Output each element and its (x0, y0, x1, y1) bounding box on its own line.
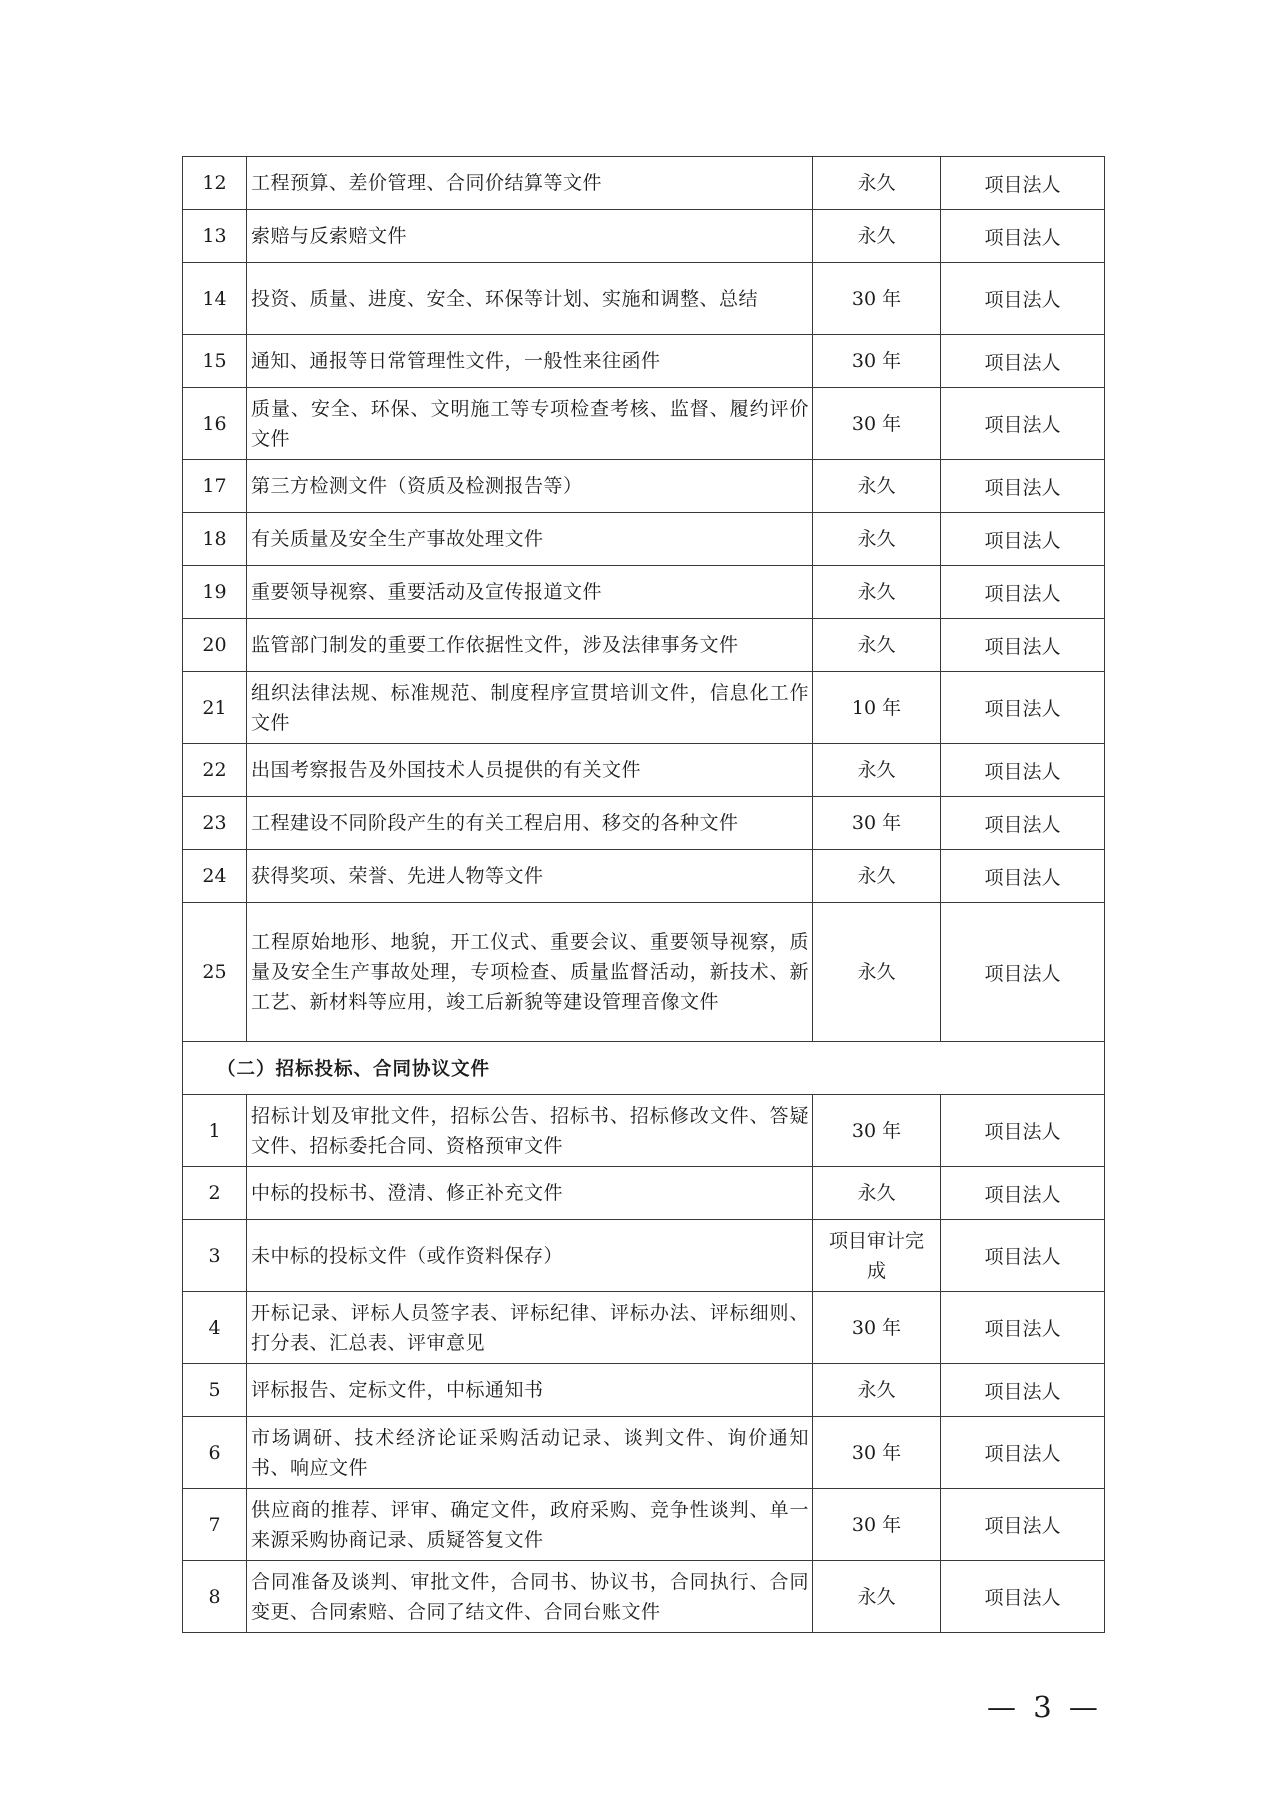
row-content: 供应商的推荐、评审、确定文件，政府采购、竞争性谈判、单一来源采购协商记录、质疑答复文件 (247, 1489, 813, 1561)
retention-period: 30 年 (813, 797, 941, 850)
table-row (183, 157, 1105, 210)
retention-period: 永久 (813, 1364, 941, 1417)
row-content: 合同准备及谈判、审批文件，合同书、协议书，合同执行、合同变更、合同索赔、合同了结文件、合同台账文件 (247, 1561, 813, 1633)
responsible-party: 项目法人 (941, 744, 1105, 797)
retention-period: 永久 (813, 903, 941, 1042)
responsible-party: 项目法人 (941, 1364, 1105, 1417)
row-number: 5 (183, 1364, 247, 1417)
row-number: 24 (183, 850, 247, 903)
section-title: （二）招标投标、合同协议文件 (183, 1042, 1105, 1095)
row-content: 质量、安全、环保、文明施工等专项检查考核、监督、履约评价文件 (247, 388, 813, 460)
retention-period: 永久 (813, 850, 941, 903)
table-row (183, 1095, 1105, 1167)
row-number: 18 (183, 513, 247, 566)
row-content: 监管部门制发的重要工作依据性文件，涉及法律事务文件 (247, 619, 813, 672)
row-content: 索赔与反索赔文件 (247, 210, 813, 263)
row-content: 招标计划及审批文件，招标公告、招标书、招标修改文件、答疑文件、招标委托合同、资格预审文件 (247, 1095, 813, 1167)
retention-period: 项目审计完成 (813, 1220, 941, 1292)
archive-retention-table (182, 156, 1105, 1633)
retention-period: 永久 (813, 157, 941, 210)
retention-period: 永久 (813, 513, 941, 566)
row-number: 23 (183, 797, 247, 850)
table-row (183, 513, 1105, 566)
responsible-party: 项目法人 (941, 157, 1105, 210)
retention-period: 30 年 (813, 1489, 941, 1561)
retention-period: 永久 (813, 619, 941, 672)
row-number: 7 (183, 1489, 247, 1561)
responsible-party: 项目法人 (941, 263, 1105, 335)
row-content: 未中标的投标文件（或作资料保存） (247, 1220, 813, 1292)
row-number: 4 (183, 1292, 247, 1364)
responsible-party: 项目法人 (941, 388, 1105, 460)
row-number: 17 (183, 460, 247, 513)
section-header-row (183, 1042, 1105, 1095)
table-row (183, 566, 1105, 619)
table-row (183, 1220, 1105, 1292)
row-content: 中标的投标书、澄清、修正补充文件 (247, 1167, 813, 1220)
row-content: 重要领导视察、重要活动及宣传报道文件 (247, 566, 813, 619)
responsible-party: 项目法人 (941, 672, 1105, 744)
responsible-party: 项目法人 (941, 1095, 1105, 1167)
table-row (183, 744, 1105, 797)
table-row (183, 1364, 1105, 1417)
row-number: 2 (183, 1167, 247, 1220)
responsible-party: 项目法人 (941, 1167, 1105, 1220)
table-row (183, 1167, 1105, 1220)
row-number: 12 (183, 157, 247, 210)
table-row (183, 1292, 1105, 1364)
responsible-party: 项目法人 (941, 1561, 1105, 1633)
row-content: 组织法律法规、标准规范、制度程序宣贯培训文件，信息化工作文件 (247, 672, 813, 744)
table-row (183, 388, 1105, 460)
retention-period: 30 年 (813, 1292, 941, 1364)
row-number: 1 (183, 1095, 247, 1167)
responsible-party: 项目法人 (941, 210, 1105, 263)
retention-period: 10 年 (813, 672, 941, 744)
table-row (183, 619, 1105, 672)
row-number: 14 (183, 263, 247, 335)
row-number: 15 (183, 335, 247, 388)
retention-period: 30 年 (813, 263, 941, 335)
responsible-party: 项目法人 (941, 903, 1105, 1042)
retention-period: 30 年 (813, 1417, 941, 1489)
table-row (183, 797, 1105, 850)
retention-period: 永久 (813, 1167, 941, 1220)
row-content: 通知、通报等日常管理性文件，一般性来往函件 (247, 335, 813, 388)
row-content: 第三方检测文件（资质及检测报告等） (247, 460, 813, 513)
table-row (183, 672, 1105, 744)
row-number: 21 (183, 672, 247, 744)
row-content: 获得奖项、荣誉、先进人物等文件 (247, 850, 813, 903)
responsible-party: 项目法人 (941, 619, 1105, 672)
responsible-party: 项目法人 (941, 335, 1105, 388)
row-number: 8 (183, 1561, 247, 1633)
responsible-party: 项目法人 (941, 460, 1105, 513)
row-content: 市场调研、技术经济论证采购活动记录、谈判文件、询价通知书、响应文件 (247, 1417, 813, 1489)
row-number: 3 (183, 1220, 247, 1292)
row-content: 评标报告、定标文件，中标通知书 (247, 1364, 813, 1417)
retention-period: 永久 (813, 744, 941, 797)
responsible-party: 项目法人 (941, 566, 1105, 619)
row-number: 16 (183, 388, 247, 460)
row-content: 工程建设不同阶段产生的有关工程启用、移交的各种文件 (247, 797, 813, 850)
responsible-party: 项目法人 (941, 797, 1105, 850)
row-number: 22 (183, 744, 247, 797)
retention-period: 永久 (813, 210, 941, 263)
row-content: 出国考察报告及外国技术人员提供的有关文件 (247, 744, 813, 797)
table-row (183, 903, 1105, 1042)
retention-period: 30 年 (813, 1095, 941, 1167)
retention-period: 永久 (813, 566, 941, 619)
row-number: 20 (183, 619, 247, 672)
table-row (183, 210, 1105, 263)
table-row (183, 460, 1105, 513)
retention-period: 永久 (813, 1561, 941, 1633)
responsible-party: 项目法人 (941, 850, 1105, 903)
responsible-party: 项目法人 (941, 513, 1105, 566)
row-number: 13 (183, 210, 247, 263)
row-content: 有关质量及安全生产事故处理文件 (247, 513, 813, 566)
row-number: 25 (183, 903, 247, 1042)
row-content: 工程原始地形、地貌，开工仪式、重要会议、重要领导视察，质量及安全生产事故处理，专项检查、质量监督活动，新技术、新工艺、新材料等应用，竣工后新貌等建设管理音像文件 (247, 903, 813, 1042)
responsible-party: 项目法人 (941, 1292, 1105, 1364)
table-row (183, 263, 1105, 335)
retention-period: 30 年 (813, 388, 941, 460)
table-row (183, 335, 1105, 388)
row-content: 开标记录、评标人员签字表、评标纪律、评标办法、评标细则、打分表、汇总表、评审意见 (247, 1292, 813, 1364)
retention-period: 30 年 (813, 335, 941, 388)
page-number: — 3 — (987, 1690, 1102, 1724)
responsible-party: 项目法人 (941, 1417, 1105, 1489)
table-row (183, 1561, 1105, 1633)
row-number: 6 (183, 1417, 247, 1489)
table-row (183, 1489, 1105, 1561)
row-number: 19 (183, 566, 247, 619)
row-content: 工程预算、差价管理、合同价结算等文件 (247, 157, 813, 210)
responsible-party: 项目法人 (941, 1220, 1105, 1292)
table-row (183, 850, 1105, 903)
responsible-party: 项目法人 (941, 1489, 1105, 1561)
table-row (183, 1417, 1105, 1489)
retention-period: 永久 (813, 460, 941, 513)
row-content: 投资、质量、进度、安全、环保等计划、实施和调整、总结 (247, 263, 813, 335)
